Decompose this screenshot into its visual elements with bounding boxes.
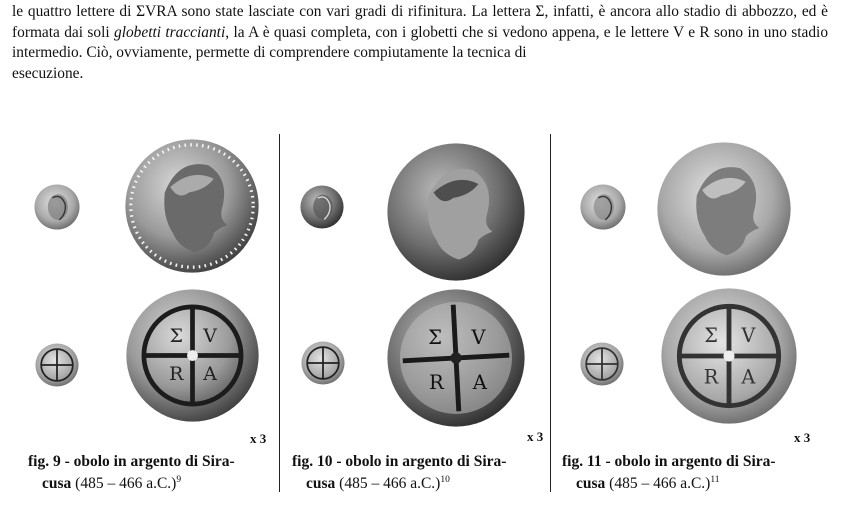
fig10-letter-v: V <box>471 326 486 349</box>
fig10-obverse-small-coin <box>299 185 345 229</box>
column-divider-left <box>279 134 280 492</box>
fig11-obverse-small-coin <box>579 184 627 230</box>
paragraph-line-2b: , la A è quasi completa, con i globetti che si vedono appena, e le <box>225 23 627 41</box>
fig11-footnote[interactable]: 11 <box>710 475 720 485</box>
fig9-obverse-large-coin <box>124 138 260 274</box>
fig10-letter-a: A <box>472 370 487 394</box>
fig11-caption: fig. 11 - obolo in argento di Sira- cusa (485 – 466 a.C.)$^{11}$ <box>562 453 776 492</box>
fig10-reverse-large-coin <box>386 288 526 428</box>
fig11-letter-v: V <box>741 324 756 348</box>
fig9-magnification: x 3 <box>250 431 267 446</box>
fig10-reverse-small-coin <box>301 341 345 385</box>
fig11-letter-sigma: Σ <box>704 324 718 348</box>
fig11-magnification: x 3 <box>794 430 811 445</box>
fig11-letter-a: A <box>741 365 756 389</box>
fig10-obverse-large-coin <box>382 142 530 282</box>
paragraph-line-3: lettere V e R sono in uno stadio intermedio. Ciò, ovviamente, permette di comprendere compiutamente la tecnica di <box>12 23 829 61</box>
fig11-reverse-large-coin <box>660 286 798 426</box>
paragraph-line-1: le quattro lettere di ΣVRA sono state lasciate con vari gradi di rifinitura. La lettera Σ, infatti, è ancora allo stadio di <box>12 3 738 20</box>
fig9-letter-r: R <box>169 362 184 385</box>
fig10-footnote[interactable]: 10 <box>440 475 450 485</box>
fig9-reverse-large-coin <box>125 288 260 423</box>
paragraph-line-4: esecuzione. <box>12 64 84 82</box>
fig9-letter-a: A <box>203 362 217 385</box>
fig10-letter-r: R <box>429 370 444 394</box>
fig9-footnote[interactable]: 9 <box>176 475 182 485</box>
fig9-letter-sigma: Σ <box>169 325 183 347</box>
paragraph-italic-term: globetti traccianti <box>114 23 226 41</box>
fig11-obverse-large-coin <box>656 140 792 278</box>
fig9-obverse-small-coin <box>34 184 80 230</box>
column-divider-right <box>550 134 551 492</box>
fig10-magnification: x 3 <box>527 429 544 444</box>
body-paragraph <box>12 2 828 84</box>
fig11-reverse-small-coin <box>580 342 624 386</box>
fig9-letter-v: V <box>203 325 217 347</box>
fig11-letter-r: R <box>703 365 719 389</box>
fig10-letter-sigma: Σ <box>428 326 442 349</box>
paragraph-line-2a: abbozzo, ed è formata dai soli <box>12 3 828 41</box>
fig9-caption: fig. 9 - obolo in argento di Sira- cusa (485 – 466 a.C.)$^9$ <box>28 453 235 492</box>
fig9-reverse-small-coin <box>35 343 79 387</box>
fig10-caption: fig. 10 - obolo in argento di Sira- cusa (485 – 466 a.C.)$^{10}$ <box>292 453 507 492</box>
